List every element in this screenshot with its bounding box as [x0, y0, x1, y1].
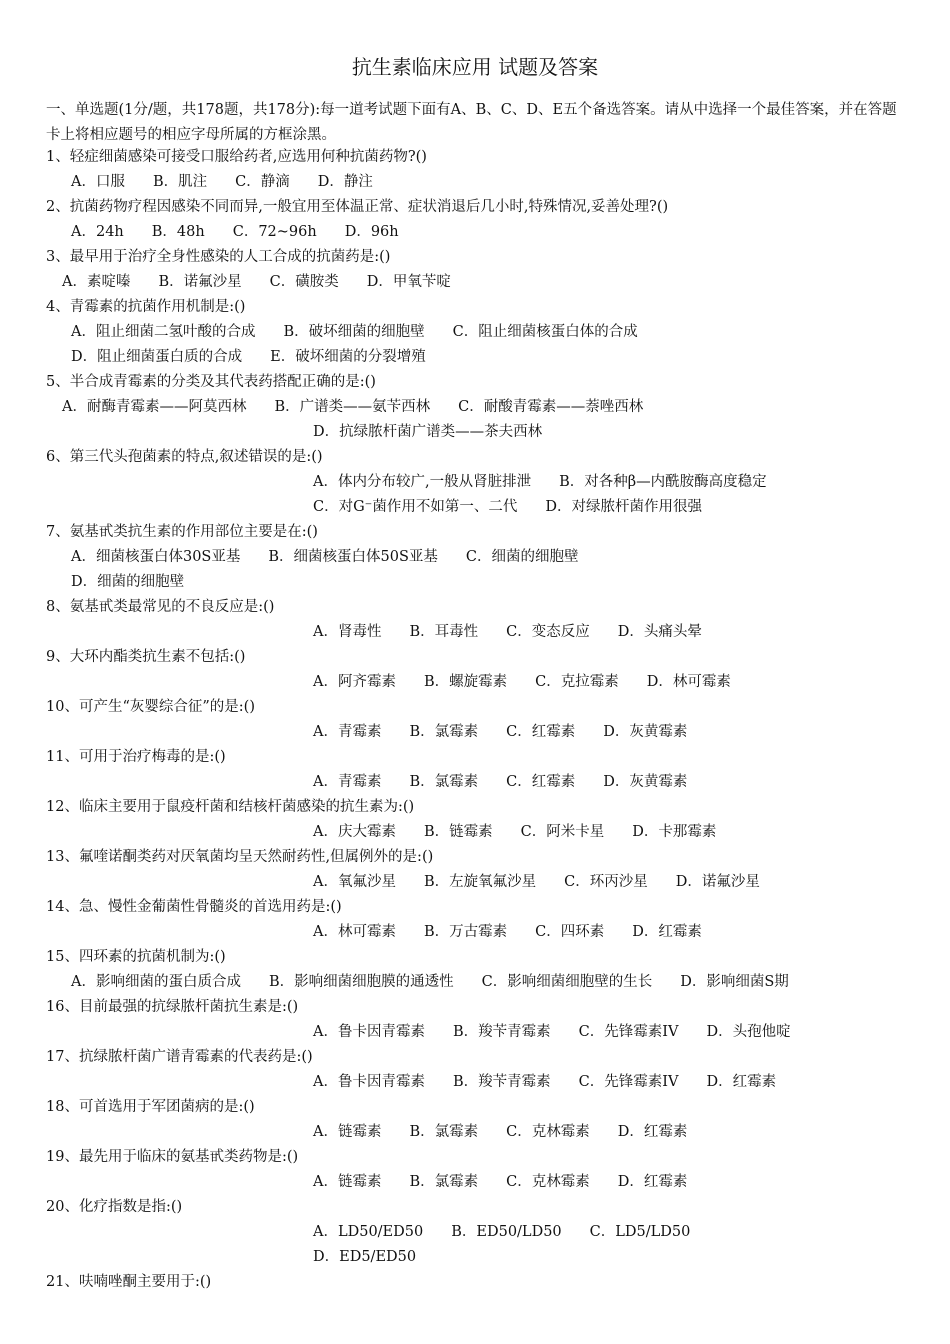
answer-option: B．万古霉素 — [423, 924, 508, 940]
answer-option: A．庆大霉素 — [313, 824, 396, 840]
question-stem: 21、呋喃唑酮主要用于:() — [46, 1274, 212, 1290]
answer-option: D．对绿脓杆菌作用很强 — [545, 499, 702, 515]
answer-option: A．青霉素 — [313, 774, 382, 790]
answer-option: D．灰黄霉素 — [603, 774, 688, 790]
answer-option: B．氯霉素 — [409, 1174, 479, 1190]
answer-option: C．先锋霉素IV — [578, 1074, 679, 1090]
answer-option: A．链霉素 — [313, 1124, 382, 1140]
question-stem: 7、氨基甙类抗生素的作用部位主要是在:() — [46, 524, 318, 540]
question-stem: 20、化疗指数是指:() — [46, 1199, 183, 1215]
answer-option: C．影响细菌细胞壁的生长 — [481, 974, 653, 990]
answer-option: A．林可霉素 — [313, 924, 396, 940]
answer-options-row — [0, 670, 950, 695]
answer-option: A．体内分布较广,一般从肾脏排泄 — [313, 474, 532, 490]
answer-options-row — [0, 470, 950, 495]
answer-options-row — [0, 720, 950, 745]
answer-options-row — [0, 495, 950, 520]
question-stem: 9、大环内酯类抗生素不包括:() — [46, 649, 246, 665]
answer-option: B．细菌核蛋白体50S亚基 — [268, 549, 438, 565]
question-stem: 17、抗绿脓杆菌广谱青霉素的代表药是:() — [46, 1049, 313, 1065]
answer-option: A．24h — [71, 224, 124, 240]
answer-option: B．羧苄青霉素 — [452, 1074, 551, 1090]
answer-option: A．氧氟沙星 — [313, 874, 396, 890]
question-stem: 11、可用于治疗梅毒的是:() — [46, 749, 226, 765]
answer-option: C．红霉素 — [506, 774, 576, 790]
answer-options-row — [0, 970, 950, 995]
question-stem: 4、青霉素的抗菌作用机制是:() — [46, 299, 246, 315]
answer-option: C．阿米卡星 — [520, 824, 605, 840]
answer-options-row — [0, 570, 950, 595]
answer-options-row — [0, 1120, 950, 1145]
answer-option: C．72~96h — [232, 224, 317, 240]
answer-option: D．96h — [344, 224, 399, 240]
answer-option: D．红霉素 — [632, 924, 702, 940]
question-stem: 2、抗菌药物疗程因感染不同而异,一般宜用至体温正常、症状消退后几小时,特殊情况,妥善处理?() — [46, 199, 669, 215]
answer-option: D．诺氟沙星 — [675, 874, 760, 890]
answer-option: A．阻止细菌二氢叶酸的合成 — [71, 324, 256, 340]
question-stem: 16、目前最强的抗绿脓杆菌抗生素是:() — [46, 999, 299, 1015]
answer-option: B．对各种β—内酰胺酶高度稳定 — [559, 474, 767, 490]
answer-option: B．ED50/LD50 — [451, 1224, 562, 1240]
answer-option: C．磺胺类 — [269, 274, 339, 290]
question-stem: 12、临床主要用于鼠疫杆菌和结核杆菌感染的抗生素为:() — [46, 799, 415, 815]
answer-option: C．LD5/LD50 — [589, 1224, 691, 1240]
answer-option: A．阿齐霉素 — [313, 674, 396, 690]
answer-option: D．甲氧苄啶 — [366, 274, 451, 290]
answer-option: B．肌注 — [152, 174, 208, 190]
answer-option: A．肾毒性 — [313, 624, 382, 640]
answer-option: B．左旋氧氟沙星 — [423, 874, 537, 890]
answer-option: D．阻止细菌蛋白质的合成 — [71, 349, 243, 365]
answer-option: B．羧苄青霉素 — [452, 1024, 551, 1040]
question-stem: 6、第三代头孢菌素的特点,叙述错误的是:() — [46, 449, 323, 465]
answer-option: C．耐酸青霉素——萘唑西林 — [458, 399, 644, 415]
answer-option: A．LD50/ED50 — [313, 1224, 424, 1240]
answer-option: B．广谱类——氨苄西林 — [274, 399, 431, 415]
answer-option: D．红霉素 — [706, 1074, 777, 1090]
answer-option: C．阻止细菌核蛋白体的合成 — [452, 324, 638, 340]
section-instructions: 一、单选题(1分/题，共178题，共178分):每一道考试题下面有A、B、C、D、E五个备选答案。请从中选择一个最佳答案，并在答题卡上将相应题号的相应字母所属的方框涂黑。 — [46, 102, 897, 143]
answer-option: B．破坏细菌的细胞壁 — [283, 324, 425, 340]
answer-option: A．影响细菌的蛋白质合成 — [71, 974, 241, 990]
question-stem: 15、四环素的抗菌机制为:() — [46, 949, 226, 965]
answer-option: C．细菌的细胞壁 — [465, 549, 579, 565]
answer-option: B．氯霉素 — [409, 724, 479, 740]
answer-options-row — [0, 345, 950, 370]
question-list — [0, 145, 950, 1295]
answer-options-row — [0, 395, 950, 420]
answer-options-row — [0, 920, 950, 945]
answer-option: D．细菌的细胞壁 — [71, 574, 185, 590]
answer-options-row — [0, 1170, 950, 1195]
answer-option: B．诺氟沙星 — [158, 274, 242, 290]
answer-options-row — [0, 220, 950, 245]
answer-options-row — [0, 170, 950, 195]
answer-option: B．链霉素 — [423, 824, 493, 840]
answer-option: B．氯霉素 — [409, 1124, 479, 1140]
question-stem: 18、可首选用于军团菌病的是:() — [46, 1099, 255, 1115]
answer-option: A．鲁卡因青霉素 — [313, 1074, 425, 1090]
answer-option: D．卡那霉素 — [632, 824, 717, 840]
answer-option: C．四环素 — [535, 924, 605, 940]
answer-option: D．红霉素 — [617, 1174, 688, 1190]
answer-option: D．静注 — [317, 174, 373, 190]
answer-options-row — [0, 1220, 950, 1245]
answer-option: C．克林霉素 — [506, 1124, 590, 1140]
question-stem: 3、最早用于治疗全身性感染的人工合成的抗菌药是:() — [46, 249, 391, 265]
answer-option: C．静滴 — [235, 174, 290, 190]
question-stem: 10、可产生“灰婴综合征”的是:() — [46, 699, 255, 715]
question-stem: 14、急、慢性金葡菌性骨髓炎的首选用药是:() — [46, 899, 342, 915]
question-stem: 8、氨基甙类最常见的不良反应是:() — [46, 599, 275, 615]
document-title: 抗生素临床应用 试题及答案 — [351, 55, 599, 79]
answer-options-row — [0, 870, 950, 895]
answer-option: C．红霉素 — [506, 724, 576, 740]
answer-option: D．抗绿脓杆菌广谱类——茶夫西林 — [313, 424, 543, 440]
answer-options-row — [0, 1245, 950, 1270]
answer-option: B．氯霉素 — [409, 774, 479, 790]
answer-option: D．头痛头晕 — [617, 624, 702, 640]
answer-options-row — [0, 420, 950, 445]
answer-option: A．细菌核蛋白体30S亚基 — [71, 549, 241, 565]
answer-option: A．青霉素 — [313, 724, 382, 740]
answer-option: B．48h — [151, 224, 205, 240]
answer-option: D．红霉素 — [617, 1124, 688, 1140]
answer-option: C．先锋霉素IV — [578, 1024, 679, 1040]
answer-option: B．耳毒性 — [409, 624, 479, 640]
answer-option: D．林可霉素 — [646, 674, 731, 690]
answer-option: A．链霉素 — [313, 1174, 382, 1190]
answer-options-row — [0, 1070, 950, 1095]
answer-options-row — [0, 820, 950, 845]
answer-option: D．灰黄霉素 — [603, 724, 688, 740]
answer-options-row — [0, 545, 950, 570]
answer-option: D．头孢他啶 — [706, 1024, 791, 1040]
answer-option: E．破坏细菌的分裂增殖 — [270, 349, 426, 365]
question-stem: 1、轻症细菌感染可接受口服给药者,应选用何种抗菌药物?() — [46, 149, 427, 165]
answer-option: C．克林霉素 — [506, 1174, 590, 1190]
answer-options-row — [0, 770, 950, 795]
answer-options-row — [0, 620, 950, 645]
answer-option: A．口服 — [71, 174, 125, 190]
answer-options-row — [0, 320, 950, 345]
answer-option: A．鲁卡因青霉素 — [313, 1024, 425, 1040]
question-stem: 13、氟喹诺酮类药对厌氧菌均呈天然耐药性,但属例外的是:() — [46, 849, 434, 865]
answer-option: B．影响细菌细胞膜的通透性 — [268, 974, 454, 990]
answer-option: D．ED5/ED50 — [313, 1249, 417, 1265]
answer-option: D．影响细菌S期 — [680, 974, 789, 990]
answer-options-row — [0, 1020, 950, 1045]
question-stem: 19、最先用于临床的氨基甙类药物是:() — [46, 1149, 299, 1165]
answer-option: A．素啶嗪 — [62, 274, 131, 290]
answer-option: C．对G⁻菌作用不如第一、二代 — [313, 499, 518, 515]
answer-options-row — [0, 270, 950, 295]
question-stem: 5、半合成青霉素的分类及其代表药搭配正确的是:() — [46, 374, 376, 390]
answer-option: A．耐酶青霉素——阿莫西林 — [62, 399, 247, 415]
answer-option: C．变态反应 — [506, 624, 590, 640]
answer-option: B．螺旋霉素 — [423, 674, 508, 690]
answer-option: C．环丙沙星 — [564, 874, 648, 890]
answer-option: C．克拉霉素 — [535, 674, 619, 690]
